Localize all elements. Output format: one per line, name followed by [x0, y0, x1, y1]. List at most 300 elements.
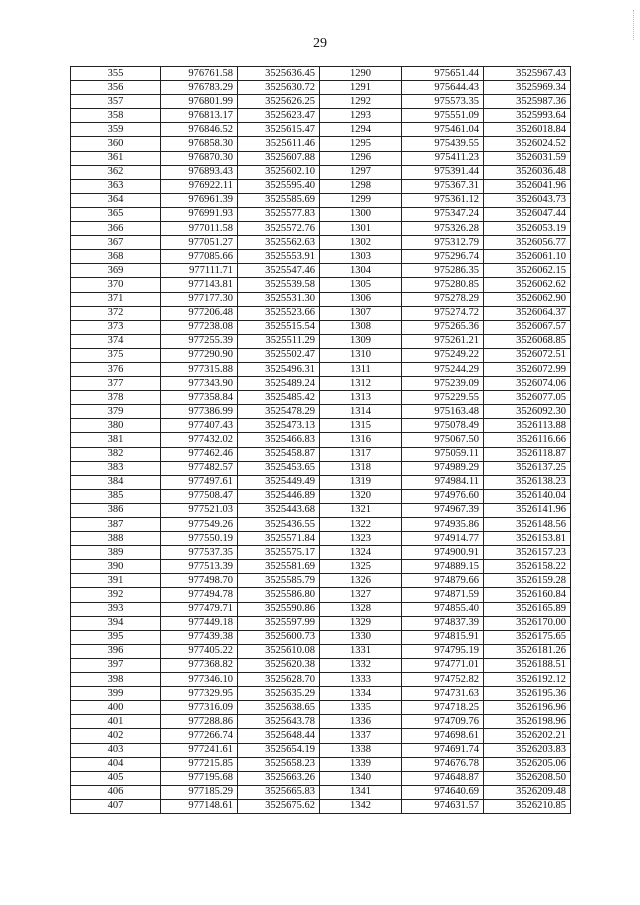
- table-row: [71, 179, 571, 193]
- y-coordinate-right: 3526196.96: [484, 701, 571, 715]
- point-number-left: 385: [71, 489, 161, 503]
- point-number-left: 365: [71, 207, 161, 221]
- x-coordinate-right: 974640.69: [402, 785, 484, 799]
- y-coordinate-left: 3525581.69: [238, 560, 320, 574]
- y-coordinate-left: 3525675.62: [238, 799, 320, 813]
- x-coordinate-right: 974676.78: [402, 757, 484, 771]
- point-number-right: 1315: [320, 419, 402, 433]
- table-row: [71, 67, 571, 81]
- point-number-left: 405: [71, 771, 161, 785]
- y-coordinate-left: 3525485.42: [238, 391, 320, 405]
- point-number-left: 358: [71, 109, 161, 123]
- x-coordinate-left: 977185.29: [161, 785, 238, 799]
- x-coordinate-right: 974815.91: [402, 630, 484, 644]
- table-row: [71, 687, 571, 701]
- y-coordinate-left: 3525620.38: [238, 658, 320, 672]
- x-coordinate-right: 974648.87: [402, 771, 484, 785]
- x-coordinate-left: 977177.30: [161, 292, 238, 306]
- table-row: [71, 461, 571, 475]
- y-coordinate-left: 3525590.86: [238, 602, 320, 616]
- x-coordinate-left: 977215.85: [161, 757, 238, 771]
- y-coordinate-right: 3526074.06: [484, 377, 571, 391]
- x-coordinate-left: 977085.66: [161, 250, 238, 264]
- y-coordinate-left: 3525562.63: [238, 236, 320, 250]
- x-coordinate-left: 977462.46: [161, 447, 238, 461]
- x-coordinate-left: 977405.22: [161, 644, 238, 658]
- y-coordinate-left: 3525586.80: [238, 588, 320, 602]
- point-number-right: 1332: [320, 658, 402, 672]
- point-number-left: 403: [71, 743, 161, 757]
- x-coordinate-left: 977521.03: [161, 503, 238, 517]
- point-number-left: 361: [71, 151, 161, 165]
- x-coordinate-right: 975391.44: [402, 165, 484, 179]
- y-coordinate-left: 3525648.44: [238, 729, 320, 743]
- y-coordinate-left: 3525597.99: [238, 616, 320, 630]
- table-row: [71, 95, 571, 109]
- table-row: [71, 560, 571, 574]
- table-row: [71, 123, 571, 137]
- x-coordinate-left: 976922.11: [161, 179, 238, 193]
- table-row: [71, 306, 571, 320]
- point-number-left: 355: [71, 67, 161, 81]
- table-row: [71, 81, 571, 95]
- point-number-left: 372: [71, 306, 161, 320]
- table-row: [71, 405, 571, 419]
- y-coordinate-left: 3525478.29: [238, 405, 320, 419]
- point-number-left: 389: [71, 546, 161, 560]
- y-coordinate-right: 3526047.44: [484, 207, 571, 221]
- y-coordinate-right: 3526036.48: [484, 165, 571, 179]
- table-row: [71, 433, 571, 447]
- y-coordinate-right: 3526092.30: [484, 405, 571, 419]
- point-number-right: 1335: [320, 701, 402, 715]
- coordinates-table-body: [71, 67, 571, 814]
- x-coordinate-left: 977206.48: [161, 306, 238, 320]
- point-number-left: 386: [71, 503, 161, 517]
- point-number-left: 391: [71, 574, 161, 588]
- x-coordinate-left: 977497.61: [161, 475, 238, 489]
- x-coordinate-right: 975651.44: [402, 67, 484, 81]
- x-coordinate-left: 977494.78: [161, 588, 238, 602]
- page-number: 29: [313, 36, 327, 51]
- table-row: [71, 630, 571, 644]
- x-coordinate-right: 974837.39: [402, 616, 484, 630]
- point-number-right: 1318: [320, 461, 402, 475]
- x-coordinate-right: 975644.43: [402, 81, 484, 95]
- x-coordinate-left: 977513.39: [161, 560, 238, 574]
- x-coordinate-right: 974967.39: [402, 503, 484, 517]
- table-row: [71, 447, 571, 461]
- y-coordinate-right: 3526202.21: [484, 729, 571, 743]
- y-coordinate-right: 3526024.52: [484, 137, 571, 151]
- x-coordinate-right: 975439.55: [402, 137, 484, 151]
- y-coordinate-left: 3525571.84: [238, 532, 320, 546]
- y-coordinate-left: 3525607.88: [238, 151, 320, 165]
- x-coordinate-right: 975296.74: [402, 250, 484, 264]
- table-row: [71, 391, 571, 405]
- table-row: [71, 785, 571, 799]
- table-row: [71, 503, 571, 517]
- x-coordinate-right: 975361.12: [402, 193, 484, 207]
- y-coordinate-right: 3525969.34: [484, 81, 571, 95]
- y-coordinate-left: 3525602.10: [238, 165, 320, 179]
- x-coordinate-left: 977498.70: [161, 574, 238, 588]
- x-coordinate-right: 974718.25: [402, 701, 484, 715]
- y-coordinate-left: 3525446.89: [238, 489, 320, 503]
- x-coordinate-left: 977508.47: [161, 489, 238, 503]
- table-row: [71, 616, 571, 630]
- point-number-left: 364: [71, 193, 161, 207]
- coordinates-table: [70, 66, 571, 814]
- x-coordinate-right: 975312.79: [402, 236, 484, 250]
- y-coordinate-left: 3525665.83: [238, 785, 320, 799]
- y-coordinate-left: 3525626.25: [238, 95, 320, 109]
- point-number-right: 1299: [320, 193, 402, 207]
- y-coordinate-left: 3525496.31: [238, 362, 320, 376]
- x-coordinate-left: 976813.17: [161, 109, 238, 123]
- point-number-right: 1303: [320, 250, 402, 264]
- point-number-right: 1317: [320, 447, 402, 461]
- x-coordinate-left: 977238.08: [161, 320, 238, 334]
- point-number-left: 380: [71, 419, 161, 433]
- point-number-right: 1340: [320, 771, 402, 785]
- point-number-left: 383: [71, 461, 161, 475]
- table-row: [71, 250, 571, 264]
- point-number-right: 1342: [320, 799, 402, 813]
- x-coordinate-left: 977432.02: [161, 433, 238, 447]
- x-coordinate-left: 977343.90: [161, 377, 238, 391]
- y-coordinate-left: 3525577.83: [238, 207, 320, 221]
- point-number-left: 376: [71, 362, 161, 376]
- point-number-right: 1323: [320, 532, 402, 546]
- point-number-right: 1310: [320, 348, 402, 362]
- point-number-left: 371: [71, 292, 161, 306]
- y-coordinate-right: 3526077.05: [484, 391, 571, 405]
- point-number-left: 368: [71, 250, 161, 264]
- point-number-left: 366: [71, 222, 161, 236]
- table-row: [71, 278, 571, 292]
- x-coordinate-left: 977255.39: [161, 334, 238, 348]
- scan-edge-mark: [632, 10, 634, 40]
- y-coordinate-right: 3526165.89: [484, 602, 571, 616]
- y-coordinate-right: 3526118.87: [484, 447, 571, 461]
- y-coordinate-left: 3525585.79: [238, 574, 320, 588]
- table-row: [71, 320, 571, 334]
- y-coordinate-left: 3525453.65: [238, 461, 320, 475]
- point-number-left: 370: [71, 278, 161, 292]
- y-coordinate-left: 3525663.26: [238, 771, 320, 785]
- point-number-right: 1300: [320, 207, 402, 221]
- x-coordinate-right: 975239.09: [402, 377, 484, 391]
- point-number-left: 367: [71, 236, 161, 250]
- point-number-right: 1312: [320, 377, 402, 391]
- point-number-right: 1296: [320, 151, 402, 165]
- point-number-right: 1297: [320, 165, 402, 179]
- point-number-left: 375: [71, 348, 161, 362]
- y-coordinate-left: 3525449.49: [238, 475, 320, 489]
- y-coordinate-left: 3525502.47: [238, 348, 320, 362]
- x-coordinate-left: 977479.71: [161, 602, 238, 616]
- x-coordinate-left: 977358.84: [161, 391, 238, 405]
- x-coordinate-left: 977266.74: [161, 729, 238, 743]
- x-coordinate-right: 974976.60: [402, 489, 484, 503]
- x-coordinate-left: 977290.90: [161, 348, 238, 362]
- y-coordinate-left: 3525575.17: [238, 546, 320, 560]
- point-number-left: 398: [71, 673, 161, 687]
- x-coordinate-left: 977195.68: [161, 771, 238, 785]
- x-coordinate-right: 974900.91: [402, 546, 484, 560]
- point-number-left: 400: [71, 701, 161, 715]
- point-number-left: 374: [71, 334, 161, 348]
- x-coordinate-right: 974691.74: [402, 743, 484, 757]
- point-number-left: 394: [71, 616, 161, 630]
- y-coordinate-right: 3526141.96: [484, 503, 571, 517]
- point-number-right: 1336: [320, 715, 402, 729]
- y-coordinate-right: 3526043.73: [484, 193, 571, 207]
- point-number-left: 384: [71, 475, 161, 489]
- y-coordinate-right: 3525967.43: [484, 67, 571, 81]
- point-number-right: 1325: [320, 560, 402, 574]
- x-coordinate-right: 975411.23: [402, 151, 484, 165]
- x-coordinate-right: 975326.28: [402, 222, 484, 236]
- x-coordinate-left: 976991.93: [161, 207, 238, 221]
- y-coordinate-right: 3526138.23: [484, 475, 571, 489]
- y-coordinate-right: 3526116.66: [484, 433, 571, 447]
- x-coordinate-left: 976801.99: [161, 95, 238, 109]
- x-coordinate-right: 974989.29: [402, 461, 484, 475]
- y-coordinate-right: 3526170.00: [484, 616, 571, 630]
- x-coordinate-right: 974879.66: [402, 574, 484, 588]
- y-coordinate-left: 3525623.47: [238, 109, 320, 123]
- y-coordinate-right: 3526067.57: [484, 320, 571, 334]
- point-number-left: 381: [71, 433, 161, 447]
- point-number-right: 1305: [320, 278, 402, 292]
- x-coordinate-left: 977051.27: [161, 236, 238, 250]
- point-number-right: 1304: [320, 264, 402, 278]
- point-number-right: 1302: [320, 236, 402, 250]
- y-coordinate-right: 3526068.85: [484, 334, 571, 348]
- y-coordinate-right: 3526205.06: [484, 757, 571, 771]
- x-coordinate-right: 974855.40: [402, 602, 484, 616]
- y-coordinate-right: 3526203.83: [484, 743, 571, 757]
- x-coordinate-right: 975067.50: [402, 433, 484, 447]
- x-coordinate-left: 977439.38: [161, 630, 238, 644]
- y-coordinate-right: 3526188.51: [484, 658, 571, 672]
- x-coordinate-right: 975261.21: [402, 334, 484, 348]
- y-coordinate-left: 3525515.54: [238, 320, 320, 334]
- y-coordinate-left: 3525511.29: [238, 334, 320, 348]
- point-number-right: 1328: [320, 602, 402, 616]
- x-coordinate-right: 974914.77: [402, 532, 484, 546]
- y-coordinate-left: 3525658.23: [238, 757, 320, 771]
- table-row: [71, 673, 571, 687]
- point-number-right: 1301: [320, 222, 402, 236]
- table-row: [71, 334, 571, 348]
- y-coordinate-right: 3526210.85: [484, 799, 571, 813]
- y-coordinate-right: 3525987.36: [484, 95, 571, 109]
- point-number-right: 1293: [320, 109, 402, 123]
- point-number-right: 1294: [320, 123, 402, 137]
- x-coordinate-right: 975286.35: [402, 264, 484, 278]
- point-number-left: 393: [71, 602, 161, 616]
- x-coordinate-left: 977537.35: [161, 546, 238, 560]
- table-row: [71, 348, 571, 362]
- x-coordinate-left: 977329.95: [161, 687, 238, 701]
- x-coordinate-right: 974889.15: [402, 560, 484, 574]
- point-number-right: 1334: [320, 687, 402, 701]
- x-coordinate-right: 975367.31: [402, 179, 484, 193]
- point-number-left: 407: [71, 799, 161, 813]
- point-number-right: 1309: [320, 334, 402, 348]
- y-coordinate-left: 3525473.13: [238, 419, 320, 433]
- point-number-left: 387: [71, 518, 161, 532]
- point-number-left: 399: [71, 687, 161, 701]
- point-number-left: 401: [71, 715, 161, 729]
- table-row: [71, 757, 571, 771]
- y-coordinate-left: 3525466.83: [238, 433, 320, 447]
- y-coordinate-left: 3525610.08: [238, 644, 320, 658]
- y-coordinate-right: 3526175.65: [484, 630, 571, 644]
- x-coordinate-left: 977143.81: [161, 278, 238, 292]
- y-coordinate-right: 3526157.23: [484, 546, 571, 560]
- y-coordinate-left: 3525635.29: [238, 687, 320, 701]
- x-coordinate-left: 977288.86: [161, 715, 238, 729]
- table-row: [71, 377, 571, 391]
- point-number-left: 396: [71, 644, 161, 658]
- x-coordinate-right: 974871.59: [402, 588, 484, 602]
- table-row: [71, 799, 571, 813]
- table-row: [71, 532, 571, 546]
- y-coordinate-left: 3525630.72: [238, 81, 320, 95]
- point-number-right: 1338: [320, 743, 402, 757]
- x-coordinate-left: 976893.43: [161, 165, 238, 179]
- table-row: [71, 644, 571, 658]
- x-coordinate-left: 977011.58: [161, 222, 238, 236]
- table-row: [71, 546, 571, 560]
- table-row: [71, 658, 571, 672]
- point-number-right: 1291: [320, 81, 402, 95]
- table-row: [71, 588, 571, 602]
- x-coordinate-left: 977550.19: [161, 532, 238, 546]
- y-coordinate-left: 3525615.47: [238, 123, 320, 137]
- y-coordinate-left: 3525553.91: [238, 250, 320, 264]
- y-coordinate-left: 3525628.70: [238, 673, 320, 687]
- point-number-left: 388: [71, 532, 161, 546]
- table-row: [71, 602, 571, 616]
- point-number-right: 1320: [320, 489, 402, 503]
- point-number-right: 1313: [320, 391, 402, 405]
- point-number-right: 1307: [320, 306, 402, 320]
- x-coordinate-right: 974698.61: [402, 729, 484, 743]
- table-row: [71, 743, 571, 757]
- x-coordinate-right: 975274.72: [402, 306, 484, 320]
- y-coordinate-left: 3525489.24: [238, 377, 320, 391]
- x-coordinate-left: 977549.26: [161, 518, 238, 532]
- point-number-right: 1322: [320, 518, 402, 532]
- point-number-left: 390: [71, 560, 161, 574]
- point-number-left: 404: [71, 757, 161, 771]
- y-coordinate-left: 3525547.46: [238, 264, 320, 278]
- point-number-left: 377: [71, 377, 161, 391]
- point-number-left: 363: [71, 179, 161, 193]
- point-number-left: 362: [71, 165, 161, 179]
- x-coordinate-left: 977407.43: [161, 419, 238, 433]
- point-number-right: 1331: [320, 644, 402, 658]
- point-number-right: 1321: [320, 503, 402, 517]
- y-coordinate-right: 3525993.64: [484, 109, 571, 123]
- y-coordinate-right: 3526018.84: [484, 123, 571, 137]
- x-coordinate-right: 974795.19: [402, 644, 484, 658]
- y-coordinate-right: 3526053.19: [484, 222, 571, 236]
- point-number-left: 369: [71, 264, 161, 278]
- y-coordinate-right: 3526198.96: [484, 715, 571, 729]
- y-coordinate-left: 3525572.76: [238, 222, 320, 236]
- x-coordinate-right: 975551.09: [402, 109, 484, 123]
- x-coordinate-left: 977346.10: [161, 673, 238, 687]
- y-coordinate-right: 3526159.28: [484, 574, 571, 588]
- y-coordinate-left: 3525436.55: [238, 518, 320, 532]
- y-coordinate-left: 3525643.78: [238, 715, 320, 729]
- point-number-right: 1330: [320, 630, 402, 644]
- y-coordinate-right: 3526158.22: [484, 560, 571, 574]
- x-coordinate-left: 977482.57: [161, 461, 238, 475]
- point-number-right: 1327: [320, 588, 402, 602]
- y-coordinate-right: 3526031.59: [484, 151, 571, 165]
- table-row: [71, 222, 571, 236]
- point-number-left: 379: [71, 405, 161, 419]
- table-row: [71, 475, 571, 489]
- table-row: [71, 165, 571, 179]
- point-number-right: 1324: [320, 546, 402, 560]
- point-number-left: 356: [71, 81, 161, 95]
- point-number-left: 360: [71, 137, 161, 151]
- table-row: [71, 264, 571, 278]
- point-number-right: 1319: [320, 475, 402, 489]
- point-number-right: 1329: [320, 616, 402, 630]
- table-row: [71, 109, 571, 123]
- table-row: [71, 701, 571, 715]
- y-coordinate-left: 3525443.68: [238, 503, 320, 517]
- y-coordinate-right: 3526160.84: [484, 588, 571, 602]
- point-number-right: 1292: [320, 95, 402, 109]
- y-coordinate-right: 3526056.77: [484, 236, 571, 250]
- x-coordinate-right: 975573.35: [402, 95, 484, 109]
- x-coordinate-right: 975265.36: [402, 320, 484, 334]
- x-coordinate-left: 977111.71: [161, 264, 238, 278]
- table-row: [71, 771, 571, 785]
- x-coordinate-right: 974935.86: [402, 518, 484, 532]
- point-number-right: 1311: [320, 362, 402, 376]
- y-coordinate-right: 3526064.37: [484, 306, 571, 320]
- table-row: [71, 419, 571, 433]
- y-coordinate-right: 3526062.15: [484, 264, 571, 278]
- table-row: [71, 292, 571, 306]
- point-number-left: 397: [71, 658, 161, 672]
- y-coordinate-right: 3526209.48: [484, 785, 571, 799]
- point-number-right: 1333: [320, 673, 402, 687]
- y-coordinate-right: 3526062.90: [484, 292, 571, 306]
- y-coordinate-left: 3525611.46: [238, 137, 320, 151]
- y-coordinate-left: 3525636.45: [238, 67, 320, 81]
- y-coordinate-right: 3526072.51: [484, 348, 571, 362]
- table-row: [71, 574, 571, 588]
- x-coordinate-left: 976858.30: [161, 137, 238, 151]
- x-coordinate-right: 975059.11: [402, 447, 484, 461]
- point-number-right: 1337: [320, 729, 402, 743]
- x-coordinate-left: 977241.61: [161, 743, 238, 757]
- x-coordinate-right: 974984.11: [402, 475, 484, 489]
- y-coordinate-right: 3526208.50: [484, 771, 571, 785]
